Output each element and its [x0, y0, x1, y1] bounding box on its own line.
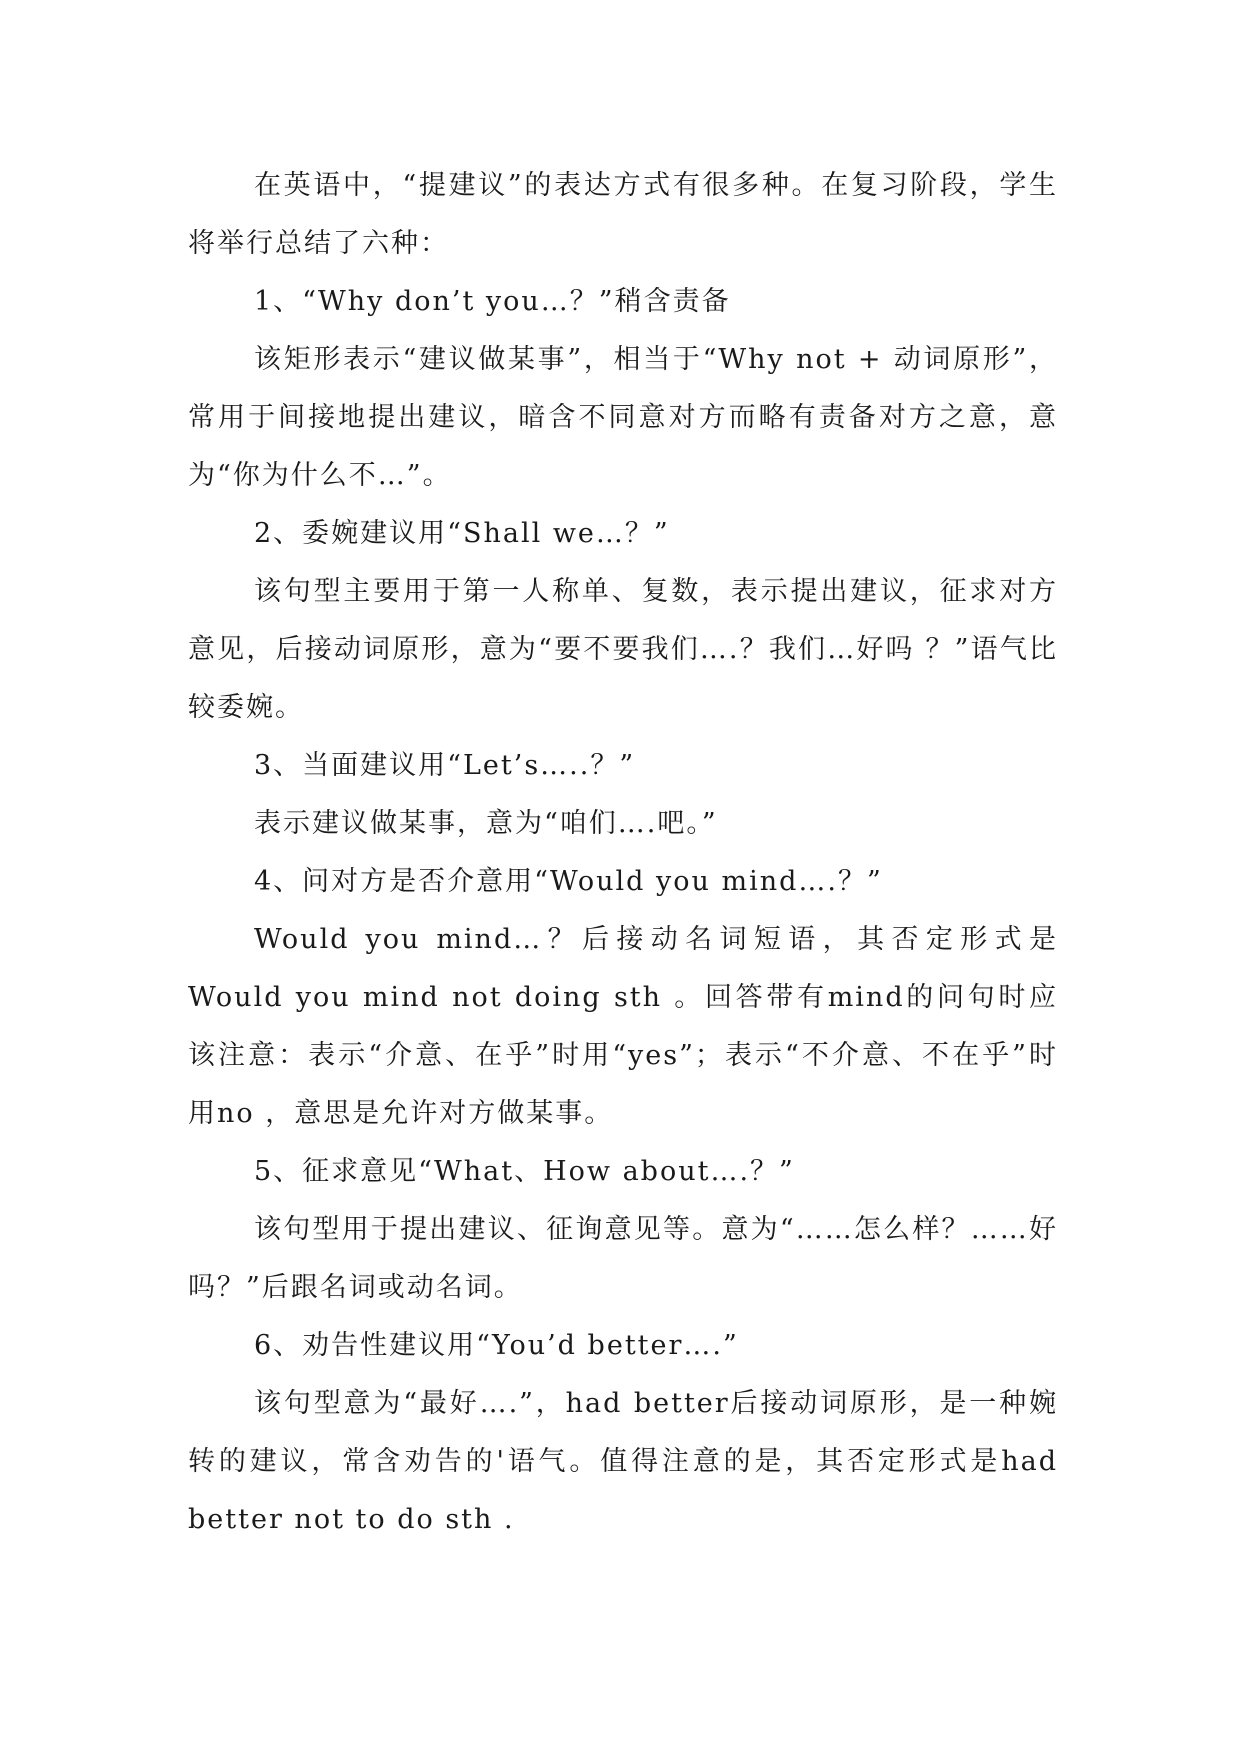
document-body [188, 157, 1058, 1549]
paragraph-1-explanation: 该矩形表示“建议做某事”，相当于“Why not + 动词原形”，常用于间接地提出建议，暗含不同意对方而略有责备对方之意，意为“你为什么不…”。 [188, 344, 1058, 491]
heading-4-would-you-mind: 4、问对方是否介意用“Would you mind….？” [254, 866, 883, 897]
paragraph-intro: 在英语中，“提建议”的表达方式有很多种。在复习阶段，学生将举行总结了六种： [188, 170, 1058, 259]
heading-6-youd-better: 6、劝告性建议用“You’d better….” [254, 1330, 739, 1361]
paragraph-2-explanation: 该句型主要用于第一人称单、复数，表示提出建议，征求对方意见，后接动词原形，意为“要不要我们….？我们…好吗 ？”语气比较委婉。 [188, 576, 1058, 723]
paragraph-5-explanation: 该句型用于提出建议、征询意见等。意为“……怎么样？……好吗？”后跟名词或动名词。 [188, 1214, 1058, 1303]
paragraph-4-explanation: Would you mind…？后接动名词短语，其否定形式是Would you mind not doing sth 。回答带有mind的问句时应该注意：表示“介意、在乎”时用“yes”；表示“不介意、不在乎”时用no ，意思是允许对方做某事。 [188, 924, 1058, 1129]
paragraph-6-explanation: 该句型意为“最好….”，had better后接动词原形，是一种婉转的建议，常含劝告的'语气。值得注意的是，其否定形式是had better not to do sth . [188, 1388, 1058, 1535]
heading-5-what-how-about: 5、征求意见“What、How about….？” [254, 1156, 795, 1187]
heading-1-why-dont-you: 1、“Why don’t you…？”稍含责备 [254, 286, 731, 317]
paragraph-3-explanation: 表示建议做某事，意为“咱们….吧。” [254, 808, 718, 839]
heading-3-lets: 3、当面建议用“Let’s…..？” [254, 750, 636, 781]
heading-2-shall-we: 2、委婉建议用“Shall we…？” [254, 518, 670, 549]
